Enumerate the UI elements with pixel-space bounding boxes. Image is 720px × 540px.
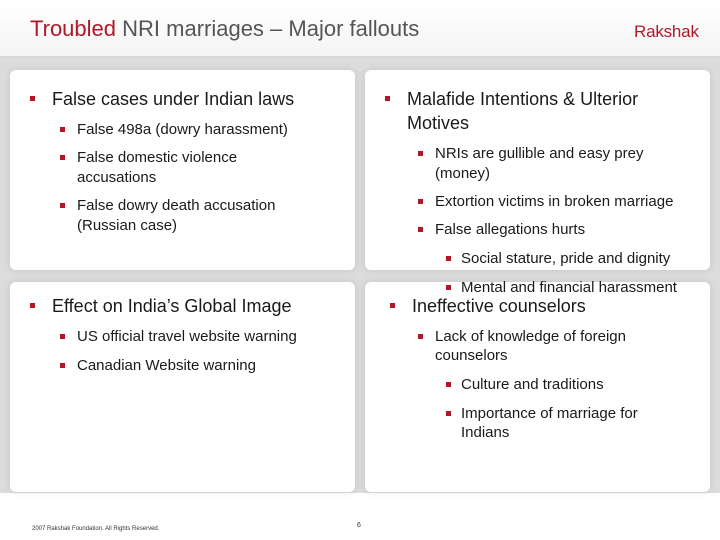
bullet-text: (money) [435, 165, 491, 182]
slide-title-accent: Troubled [30, 16, 117, 41]
bullet-text: Indians [461, 424, 510, 441]
bullet-text: False domestic violence [77, 149, 238, 166]
bullet-square-icon [446, 256, 451, 261]
bullet-text: Importance of marriage for [461, 405, 638, 422]
bullet-square-icon [30, 96, 35, 101]
bullet-text: False dowry death accusation [77, 197, 276, 214]
footer-copyright: 2007 Rakshak Foundation. All Rights Reserved. [32, 526, 160, 532]
bullet-text: US official travel website warning [77, 328, 297, 345]
bullet-square-icon [60, 334, 65, 339]
bullet-square-icon [418, 151, 423, 156]
bullet-text: counselors [435, 347, 508, 364]
bullet-square-icon [418, 199, 423, 204]
bullet-text: Extortion victims in broken marriage [435, 193, 674, 210]
bullet-text: Lack of knowledge of foreign [435, 328, 626, 345]
bullet-square-icon [385, 96, 390, 101]
bullet-text: Canadian Website warning [77, 357, 256, 374]
bullet-square-icon [60, 127, 65, 132]
page-number: 6 [357, 522, 361, 529]
slide-title-rest: NRI marriages – Major fallouts [116, 16, 420, 41]
bullet-text: Motives [407, 113, 470, 133]
bullet-square-icon [446, 285, 451, 290]
bullet-text: Effect on India’s Global Image [52, 296, 292, 316]
bullet-text: NRIs are gullible and easy prey [435, 145, 644, 162]
bullet-text: (Russian case) [77, 217, 178, 234]
bullet-text: Malafide Intentions & Ulterior [407, 89, 639, 109]
bullet-square-icon [60, 203, 65, 208]
brand-logo-text: Rakshak [634, 22, 699, 41]
bullet-text: Culture and traditions [461, 376, 604, 393]
bullet-square-icon [446, 411, 451, 416]
bullet-text: accusations [77, 169, 157, 186]
bullet-square-icon [30, 303, 35, 308]
bullet-text: False 498a (dowry harassment) [77, 121, 288, 138]
bullet-square-icon [418, 227, 423, 232]
bullet-square-icon [390, 303, 395, 308]
bullet-text: False allegations hurts [435, 221, 586, 238]
bullet-text: Ineffective counselors [412, 296, 586, 316]
slide-title [30, 16, 419, 42]
bullet-square-icon [446, 382, 451, 387]
bullet-text: Mental and financial harassment [461, 279, 677, 296]
bullet-square-icon [60, 363, 65, 368]
bullet-text: Social stature, pride and dignity [461, 250, 671, 267]
bullet-square-icon [418, 334, 423, 339]
bullet-text: False cases under Indian laws [52, 89, 295, 109]
bullet-square-icon [60, 155, 65, 160]
